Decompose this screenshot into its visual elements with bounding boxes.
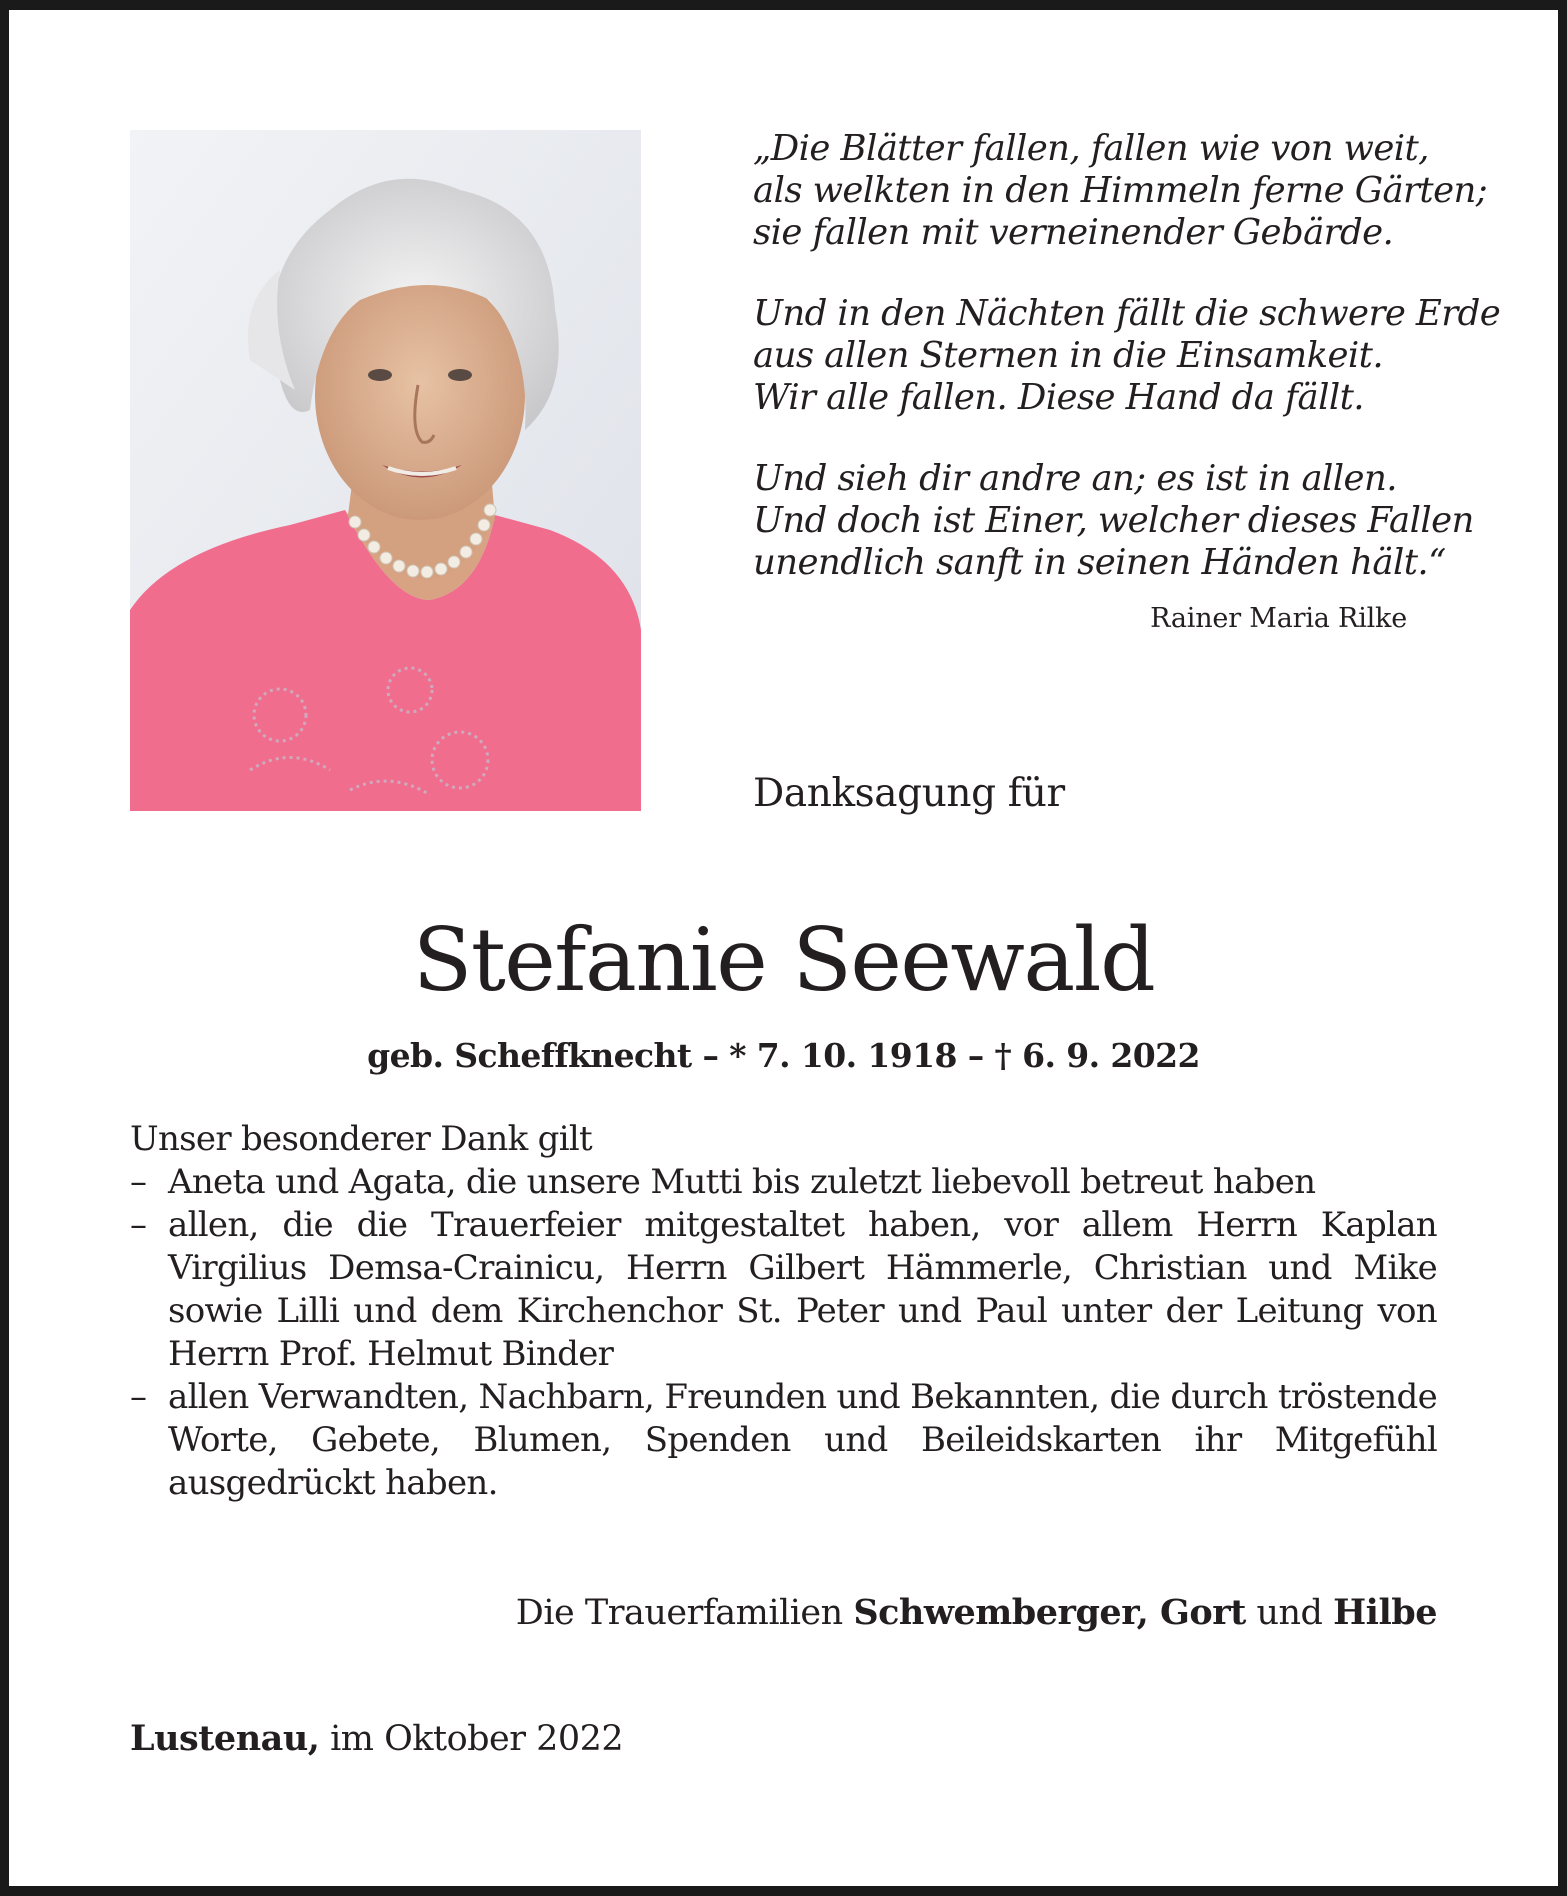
poem-line: „Die Blätter fallen, fallen wie von weit,	[753, 128, 1429, 169]
poem-line: Und in den Nächten fällt die schwere Erde	[753, 293, 1501, 334]
dash-bullet: –	[130, 1162, 147, 1202]
poem-line: Und doch ist Einer, welcher dieses Fallen	[753, 500, 1474, 541]
poem-line: Und sieh dir andre an; es ist in allen.	[753, 458, 1397, 499]
poem-line: sie fallen mit verneinender Gebärde.	[753, 212, 1394, 253]
poem	[753, 128, 1501, 584]
portrait-photo	[130, 130, 641, 811]
town: Lustenau,	[130, 1718, 320, 1759]
dash-bullet: –	[130, 1205, 147, 1245]
list-item	[130, 1376, 1437, 1505]
poem-stanza-3	[753, 458, 1474, 584]
family-names-1: Schwemberger, Gort	[853, 1592, 1246, 1633]
poem-line: unendlich sanft in seinen Händen hält.“	[753, 542, 1446, 583]
family-names-2: Hilbe	[1333, 1592, 1437, 1633]
poem-stanza-2	[753, 293, 1501, 419]
poem-author: Rainer Maria Rilke	[1150, 603, 1407, 634]
signature-connector: und	[1256, 1593, 1323, 1633]
poem-line: als welkten in den Himmeln ferne Gärten;	[753, 170, 1488, 211]
place-and-date	[130, 1718, 623, 1759]
deceased-name: Stefanie Seewald	[412, 909, 1155, 1011]
thanks-list	[130, 1161, 1437, 1505]
list-item-text: allen Verwandten, Nachbarn, Freunden und Bekannten, die durch tröstende Worte, Gebete, Blumen, Spenden und Beileidskarten ihr Mitgefühl ausgedrückt haben.	[168, 1377, 1437, 1503]
poem-line: aus allen Sternen in die Einsamkeit.	[753, 335, 1384, 376]
list-item	[130, 1161, 1437, 1204]
list-item-text: Aneta und Agata, die unsere Mutti bis zuletzt liebevoll betreut haben	[168, 1162, 1316, 1202]
poem-line: Wir alle fallen. Diese Hand da fällt.	[753, 377, 1364, 418]
signature-prefix: Die Trauerfamilien	[515, 1593, 843, 1633]
danksagung-label: Danksagung für	[753, 771, 1065, 816]
list-item-text: allen, die die Trauerfeier mitgestaltet haben, vor allem Herrn Kaplan Virgilius Demsa-Crainicu, Herrn Gilbert Hämmerle, Christian und Mike sowie Lilli und dem Kirchenchor St. Peter und Paul unter der Leitung von Herrn Prof. Helmut Binder	[168, 1205, 1437, 1374]
family-signature	[516, 1592, 1437, 1633]
poem-stanza-1	[753, 128, 1488, 254]
thanks-body	[130, 1118, 1437, 1505]
date: im Oktober 2022	[330, 1719, 624, 1759]
birth-death-line: geb. Scheffknecht – * 7. 10. 1918 – † 6. 9. 2022	[367, 1036, 1200, 1075]
thanks-intro: Unser besonderer Dank gilt	[130, 1119, 593, 1159]
dash-bullet: –	[130, 1377, 147, 1417]
list-item	[130, 1204, 1437, 1376]
